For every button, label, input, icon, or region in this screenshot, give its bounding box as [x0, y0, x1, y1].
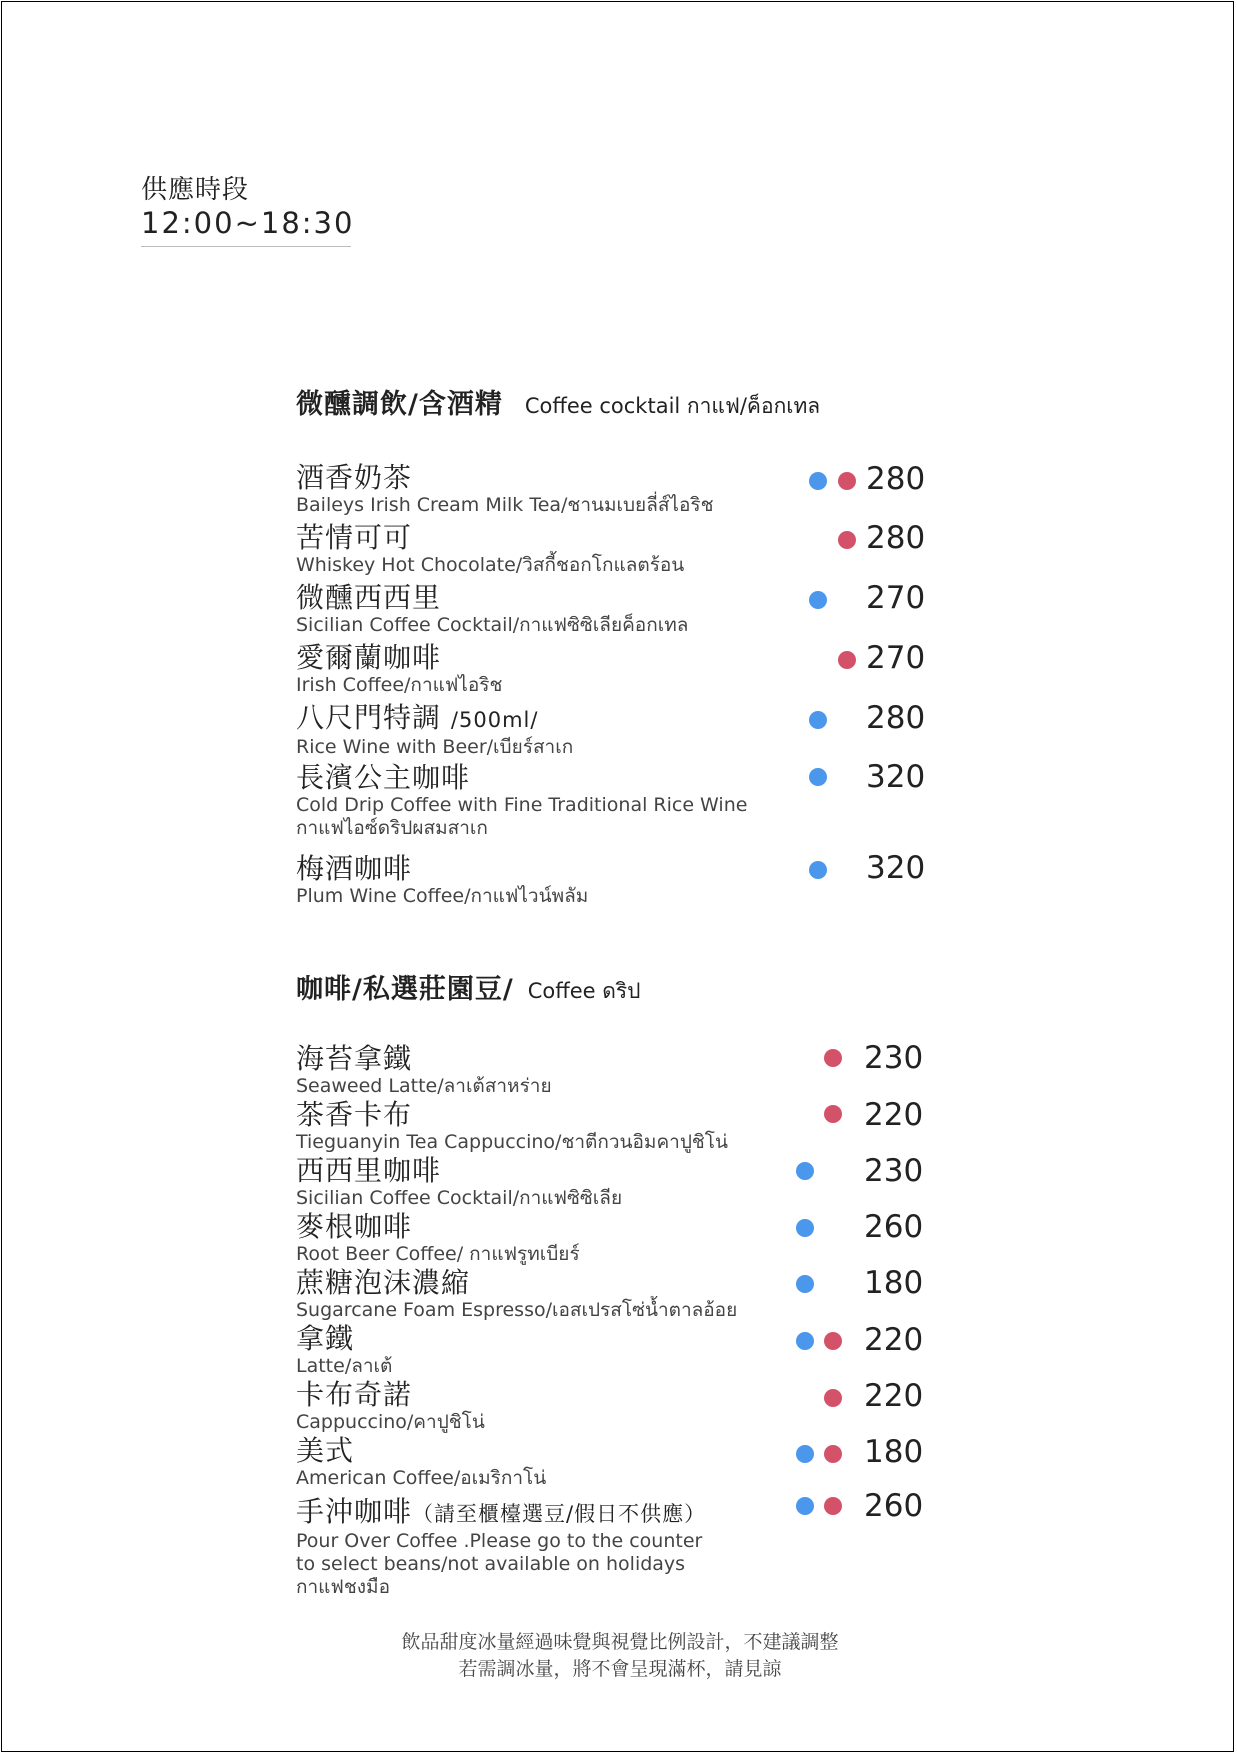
item-name-zh: 酒香奶茶 — [296, 461, 413, 494]
menu-item — [296, 462, 936, 517]
blue-dot-icon — [809, 472, 827, 490]
item-name-zh: 手沖咖啡（請至櫃檯選豆/假日不供應） — [296, 1495, 707, 1528]
menu-item — [296, 582, 936, 637]
item-name-zh: 八尺門特調 /500ml/ — [296, 701, 539, 734]
menu-item — [296, 642, 936, 697]
item-price: 260 — [864, 1209, 924, 1245]
menu-item — [296, 1211, 936, 1266]
item-name-zh: 茶香卡布 — [296, 1098, 413, 1131]
item-name-zh: 美式 — [296, 1434, 355, 1467]
item-name-zh: 拿鐵 — [296, 1322, 355, 1355]
item-name-en: Baileys Irish Cream Milk Tea/ชานมเบยลี่ส์ไอริช — [296, 494, 714, 516]
service-hours — [141, 174, 355, 247]
item-name-zh: 愛爾蘭咖啡 — [296, 641, 442, 674]
menu-item — [296, 759, 936, 840]
item-name-en: Pour Over Coffee .Please go to the counter to select beans/not available on holidays กาแฟชงมือ — [296, 1530, 703, 1598]
item-name-zh: 海苔拿鐵 — [296, 1042, 413, 1075]
blue-dot-icon — [796, 1497, 814, 1515]
blue-dot-icon — [796, 1162, 814, 1180]
item-name-en: Rice Wine with Beer/เบียร์สาเก — [296, 736, 574, 758]
item-name-en: Cold Drip Coffee with Fine Traditional Rice Wine กาแฟไอซ์ดริปผสมสาเก — [296, 794, 748, 839]
blue-dot-icon — [796, 1445, 814, 1463]
item-name-zh: 苦情可可 — [296, 521, 413, 554]
item-name-zh: 微醺西西里 — [296, 581, 442, 614]
blue-dot-icon — [809, 768, 827, 786]
red-dot-icon — [824, 1049, 842, 1067]
item-price: 220 — [864, 1322, 924, 1358]
item-price: 280 — [866, 520, 926, 556]
menu-item — [296, 850, 936, 908]
blue-dot-icon — [796, 1275, 814, 1293]
item-name-en: Plum Wine Coffee/กาแฟไวน์พลัม — [296, 885, 589, 907]
item-name-zh: 麥根咖啡 — [296, 1210, 413, 1243]
red-dot-icon — [838, 531, 856, 549]
item-name-en: Sicilian Coffee Cocktail/กาแฟซิซิเลียค็อกเทล — [296, 614, 689, 636]
red-dot-icon — [824, 1445, 842, 1463]
footer-note — [300, 1629, 940, 1683]
item-price: 320 — [866, 759, 926, 795]
item-name-en: Cappuccino/คาปูชิโน่ — [296, 1411, 485, 1433]
blue-dot-icon — [796, 1332, 814, 1350]
item-name-en: Seaweed Latte/ลาเต้สาหร่าย — [296, 1075, 552, 1097]
item-name-zh: 長濱公主咖啡 — [296, 761, 471, 794]
blue-dot-icon — [809, 861, 827, 879]
blue-dot-icon — [809, 591, 827, 609]
red-dot-icon — [824, 1332, 842, 1350]
red-dot-icon — [824, 1497, 842, 1515]
menu-item — [296, 522, 936, 577]
item-price: 220 — [864, 1097, 924, 1133]
menu-item — [296, 1435, 936, 1490]
item-name-en: Root Beer Coffee/ กาแฟรูทเบียร์ — [296, 1243, 580, 1265]
section-title-zh: 咖啡/私選莊園豆/ — [296, 974, 514, 1005]
item-name-en: Latte/ลาเต้ — [296, 1355, 393, 1377]
item-price: 230 — [864, 1153, 924, 1189]
section-title-zh: 微醺調飲/含酒精 — [296, 389, 503, 420]
item-name-zh: 卡布奇諾 — [296, 1378, 413, 1411]
menu-item — [296, 1267, 936, 1322]
footer-line-1: 飲品甜度冰量經過味覺與視覺比例設計，不建議調整 — [401, 1631, 839, 1653]
item-price: 280 — [866, 461, 926, 497]
blue-dot-icon — [796, 1219, 814, 1237]
item-name-zh: 梅酒咖啡 — [296, 852, 413, 885]
item-name-zh: 西西里咖啡 — [296, 1154, 442, 1187]
item-name-zh: 蔗糖泡沫濃縮 — [296, 1266, 471, 1299]
item-name-en: Whiskey Hot Chocolate/วิสกี้ชอกโกแลตร้อน — [296, 554, 685, 576]
item-name-en: Sicilian Coffee Cocktail/กาแฟซิซิเลีย — [296, 1187, 623, 1209]
menu-item — [296, 702, 936, 759]
item-price: 220 — [864, 1378, 924, 1414]
item-price: 180 — [864, 1265, 924, 1301]
section-header-cocktail — [296, 382, 820, 423]
item-name-en: Irish Coffee/กาแฟไอริช — [296, 674, 503, 696]
item-price: 260 — [864, 1488, 924, 1524]
service-hours-time: 12:00~18:30 — [141, 206, 355, 240]
blue-dot-icon — [809, 711, 827, 729]
item-note: （請至櫃檯選豆/假日不供應） — [412, 1502, 707, 1526]
item-name-en: American Coffee/อเมริกาโน่ — [296, 1467, 547, 1489]
menu-item — [296, 1155, 936, 1210]
red-dot-icon — [824, 1105, 842, 1123]
item-price: 320 — [866, 850, 926, 886]
red-dot-icon — [838, 472, 856, 490]
red-dot-icon — [838, 651, 856, 669]
menu-item — [296, 1040, 936, 1098]
menu-item — [296, 1323, 936, 1378]
section-title-en: Coffee cocktail กาแฟ/ค็อกเทล — [524, 394, 821, 418]
item-price: 280 — [866, 700, 926, 736]
menu-item — [296, 1099, 936, 1154]
item-price: 230 — [864, 1040, 924, 1076]
service-hours-label: 供應時段 — [141, 175, 250, 205]
red-dot-icon — [824, 1389, 842, 1407]
item-name-en: Tieguanyin Tea Cappuccino/ชาตีกวนอิมคาปูชิโน่ — [296, 1131, 728, 1153]
item-name-en: Sugarcane Foam Espresso/เอสเปรสโซ่น้ำตาลอ้อย — [296, 1299, 738, 1321]
menu-item — [296, 1379, 936, 1434]
footer-line-2: 若需調冰量，將不會呈現滿杯，請見諒 — [458, 1658, 782, 1680]
section-header-coffee — [296, 967, 640, 1008]
item-price: 180 — [864, 1434, 924, 1470]
section-title-en: Coffee ดริป — [527, 979, 641, 1003]
item-price: 270 — [866, 640, 926, 676]
item-note: /500ml/ — [450, 708, 539, 732]
item-price: 270 — [866, 580, 926, 616]
